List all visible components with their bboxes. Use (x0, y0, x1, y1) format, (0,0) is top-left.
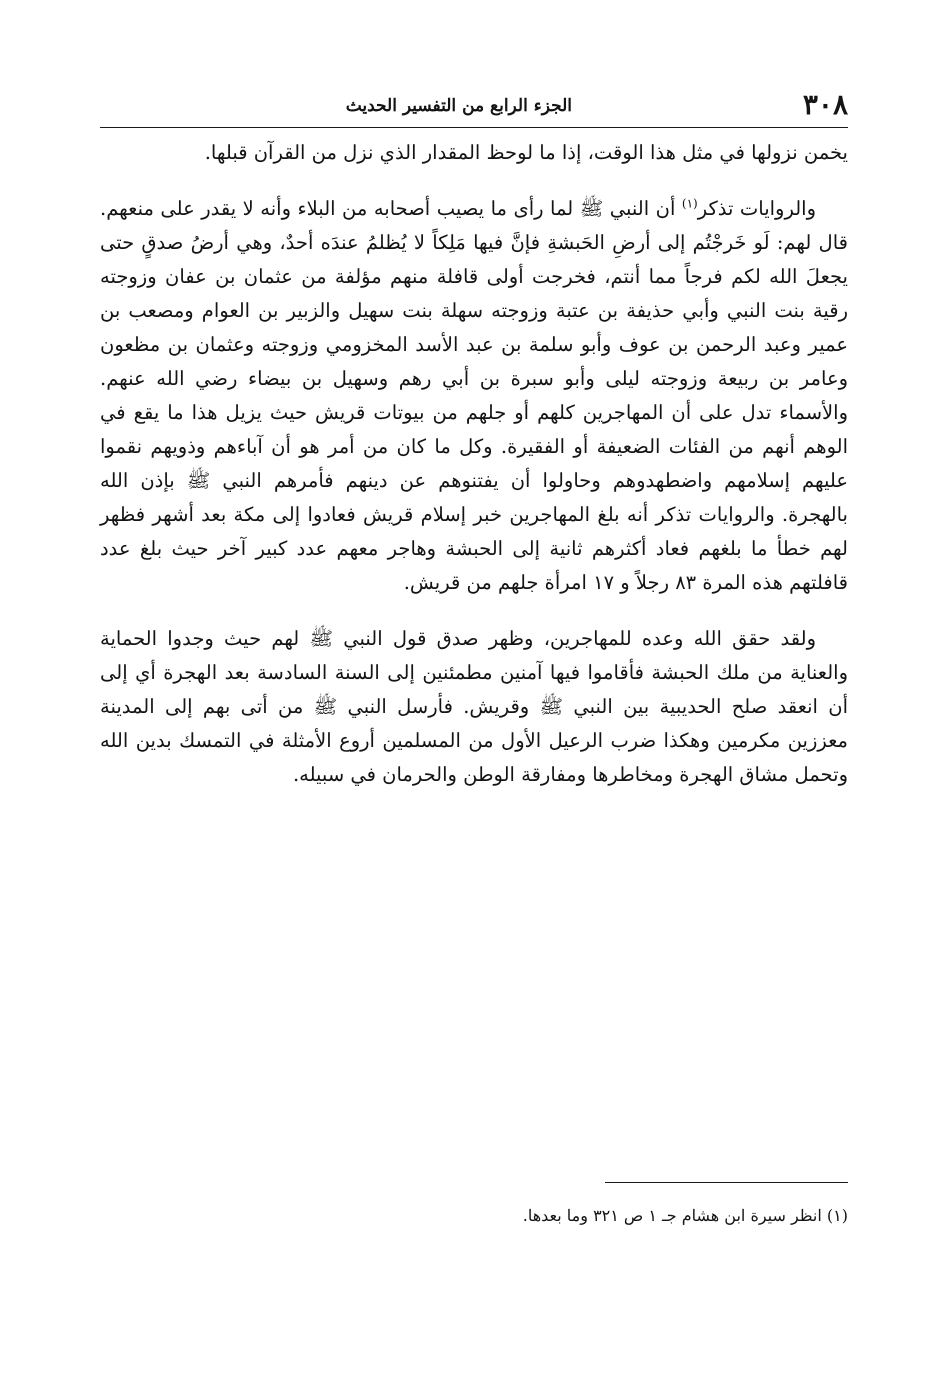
paragraph-2-rest: أن النبي ﷺ لما رأى ما يصيب أصحابه من البلاء وأنه لا يقدر على منعهم. قال لهم: لَو خَرجْتُم إلى أرضِ الحَبشةِ فإنَّ فيها مَلِكاً لا يُظلمُ عندَه أحدٌ، وهي أرضُ صدقٍ حتى يجعلَ الله لكم فرجاً مما أنتم، فخرجت أولى قافلة منهم مؤلفة من عثمان بن عفان وزوجته رقية بنت النبي وأبي حذيفة بن عتبة وزوجته سهلة بنت سهيل والزبير بن العوام ومصعب بن عمير وعبد الرحمن بن عوف وأبو سلمة بن عبد الأسد المخزومي وزوجته وعثمان بن مظعون وعامر بن ربيعة وزوجته ليلى وأبو سبرة بن أبي رهم وسهيل بن بيضاء رضي الله عنهم. والأسماء تدل على أن المهاجرين كلهم أو جلهم من بيوتات قريش حيث يزيل هذا ما يقع في الوهم أنهم من الفئات الضعيفة أو الفقيرة. وكل ما كان من أمر هو أن آباءهم وذويهم نقموا عليهم إسلامهم واضطهدوهم وحاولوا أن يفتنوهم عن دينهم فأمرهم النبي ﷺ بإذن الله بالهجرة. والروايات تذكر أنه بلغ المهاجرين خبر إسلام قريش فعادوا إلى مكة بعد أشهر فظهر لهم خطأ ما بلغهم فعاد أكثرهم ثانية إلى الحبشة وهاجر معهم عدد كبير آخر حيث بلغ عدد قافلتهم هذه المرة ٨٣ رجلاً و ١٧ امرأة جلهم من قريش. (100, 197, 848, 594)
page-number: ٣٠٨ (802, 88, 848, 121)
footnote: (١) انظر سيرة ابن هشام جـ ١ ص ٣٢١ وما بعدها. (522, 1206, 848, 1225)
main-text (100, 136, 848, 792)
footnote-marker: (١) (681, 196, 698, 211)
paragraph-2 (100, 192, 848, 600)
header-rule (100, 127, 848, 128)
paragraph-2-start: والروايات تذكر (697, 197, 816, 220)
paragraph-3: ولقد حقق الله وعده للمهاجرين، وظهر صدق قول النبي ﷺ لهم حيث وجدوا الحماية والعناية من ملك الحبشة فأقاموا فيها آمنين مطمئنين إلى السنة السادسة بعد الهجرة أي إلى أن انعقد صلح الحديبية بين النبي ﷺ وقريش. فأرسل النبي ﷺ من أتى بهم إلى المدينة معززين مكرمين وهكذا ضرب الرعيل الأول من المسلمين أروع الأمثلة في التمسك بدين الله وتحمل مشاق الهجرة ومخاطرها ومفارقة الوطن والحرمان في سبيله. (100, 627, 848, 786)
footnote-rule (605, 1182, 848, 1183)
paragraph-1: يخمن نزولها في مثل هذا الوقت، إذا ما لوحظ المقدار الذي نزل من القرآن قبلها. (204, 141, 848, 164)
page-header (100, 86, 848, 126)
running-title: الجزء الرابع من التفسير الحديث (345, 96, 572, 116)
